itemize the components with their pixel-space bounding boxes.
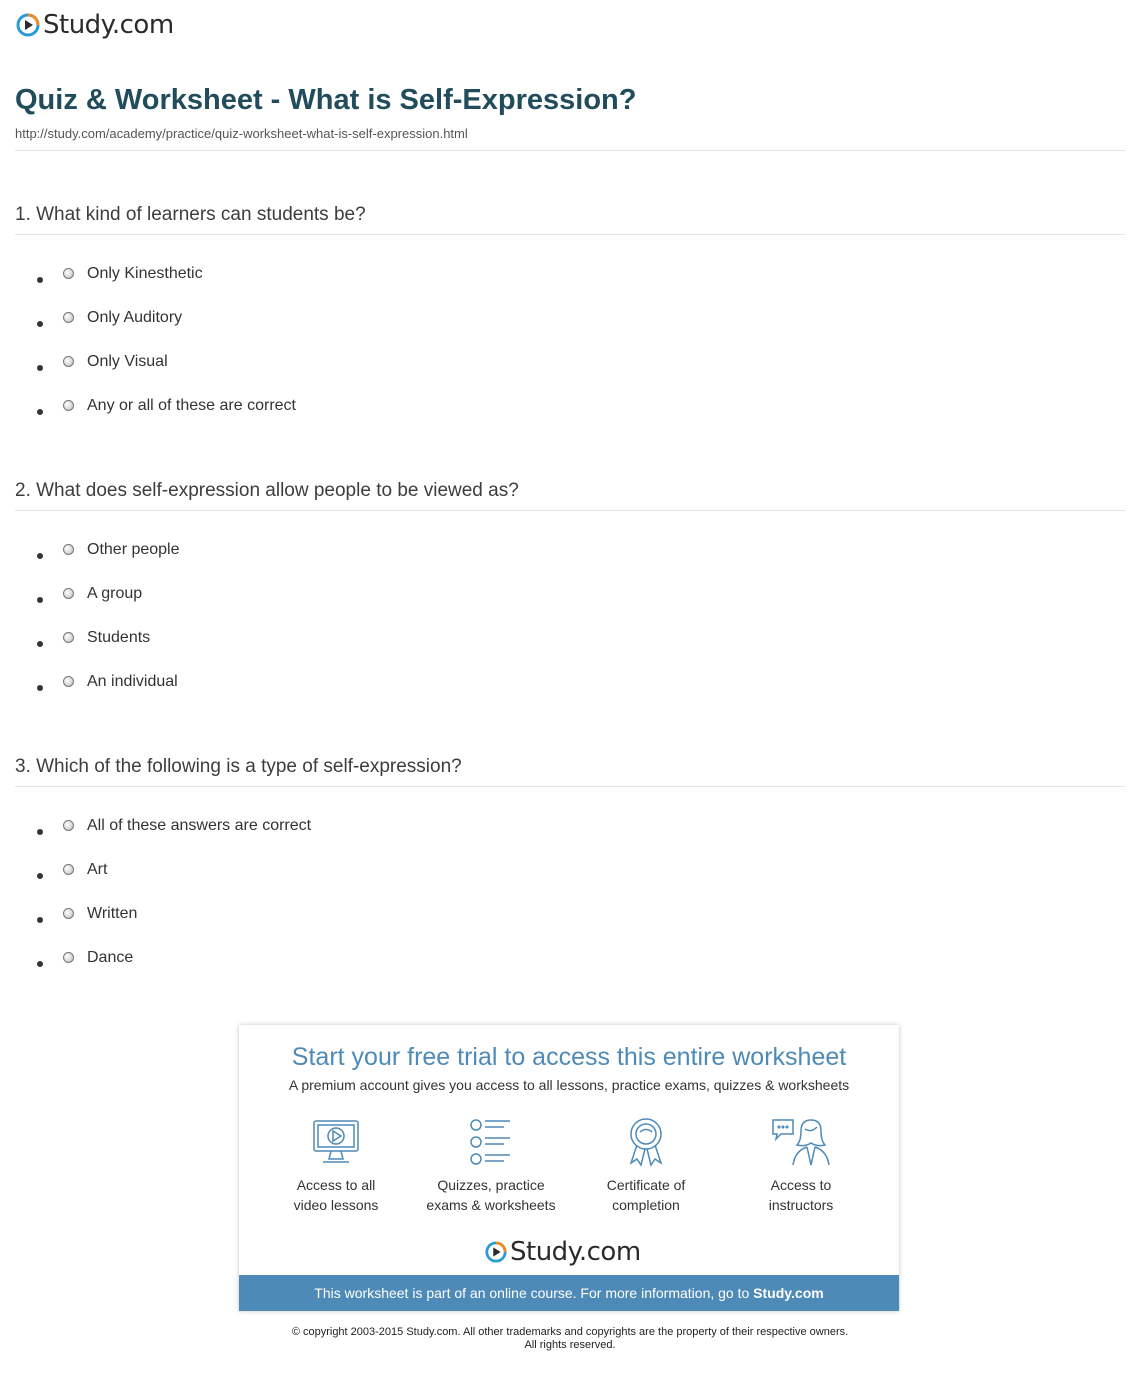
bullet [37,277,43,283]
feature-label-line1: Quizzes, practice [437,1177,545,1193]
logo-text: Study.com [43,10,174,40]
rights-line: All rights reserved. [524,1339,616,1351]
feature-label-line2: video lessons [293,1197,379,1213]
certificate-icon [621,1117,671,1167]
study-link[interactable]: Study.com [753,1285,824,1301]
radio-button[interactable] [63,632,74,643]
feature-label-line2: completion [612,1197,680,1213]
feature-label-line1: Access to [770,1177,832,1193]
video-lesson-icon [311,1117,361,1167]
logo-text: Study.com [510,1237,641,1267]
radio-button[interactable] [63,588,74,599]
question-2-divider [15,510,1125,511]
promo-subtitle: A premium account gives you access to all lessons, practice exams, quizzes & worksheets [288,1077,850,1093]
question-3: 3. Which of the following is a type of self-expression? [15,756,462,777]
bullet [37,553,43,559]
bullet [37,961,43,967]
radio-button[interactable] [63,820,74,831]
answer-label: A group [87,585,143,602]
answer-label: Students [87,629,151,646]
feature-label-line2: instructors [768,1197,834,1213]
answer-label: Only Kinesthetic [87,265,203,282]
answer-label: Only Auditory [87,309,183,326]
header-divider [15,150,1125,151]
feature-label-line1: Certificate of [606,1177,686,1193]
play-logo-icon [16,13,40,37]
answer-label: Only Visual [87,353,168,370]
feature-quizzes [411,1117,571,1215]
copyright-footer [0,1326,1140,1352]
radio-button[interactable] [63,864,74,875]
bullet [37,873,43,879]
bullet [37,641,43,647]
feature-instructors [721,1117,881,1215]
radio-button[interactable] [63,312,74,323]
bullet [37,917,43,923]
radio-button[interactable] [63,544,74,555]
question-1-divider [15,234,1125,235]
bar-text: This worksheet is part of an online course. For more information, go to [314,1285,754,1301]
study-logo[interactable] [16,10,174,40]
bullet [37,365,43,371]
feature-label-line2: exams & worksheets [426,1197,556,1213]
copyright-line: © copyright 2003-2015 Study.com. All other trademarks and copyrights are the property of their respective owners. [291,1326,849,1338]
feature-label-line1: Access to all [296,1177,376,1193]
question-3-divider [15,786,1125,787]
instructor-icon [771,1117,831,1167]
answer-label: Other people [87,541,180,558]
answer-label: All of these answers are correct [87,817,312,834]
question-2: 2. What does self-expression allow people to be viewed as? [15,480,519,501]
page-url[interactable]: http://study.com/academy/practice/quiz-worksheet-what-is-self-expression.html [15,126,468,141]
radio-button[interactable] [63,908,74,919]
page-title: Quiz & Worksheet - What is Self-Expression? [15,84,637,116]
radio-button[interactable] [63,676,74,687]
quiz-list-icon [466,1117,516,1167]
promo-title[interactable]: Start your free trial to access this entire worksheet [291,1043,847,1071]
radio-button[interactable] [63,400,74,411]
answer-label: Dance [87,949,134,966]
feature-video-lessons [256,1117,416,1215]
bullet [37,829,43,835]
bullet [37,409,43,415]
study-logo-promo[interactable] [485,1237,641,1267]
bullet [37,685,43,691]
radio-button[interactable] [63,268,74,279]
bullet [37,321,43,327]
question-1: 1. What kind of learners can students be? [15,204,366,225]
free-trial-promo [239,1025,899,1311]
radio-button[interactable] [63,356,74,367]
answer-label: Any or all of these are correct [87,397,296,414]
course-info-bar [239,1275,899,1311]
bullet [37,597,43,603]
answer-label: Art [87,861,108,878]
feature-certificate [566,1117,726,1215]
radio-button[interactable] [63,952,74,963]
answer-label: An individual [87,673,178,690]
play-logo-icon [485,1241,507,1263]
answer-label: Written [87,905,138,922]
